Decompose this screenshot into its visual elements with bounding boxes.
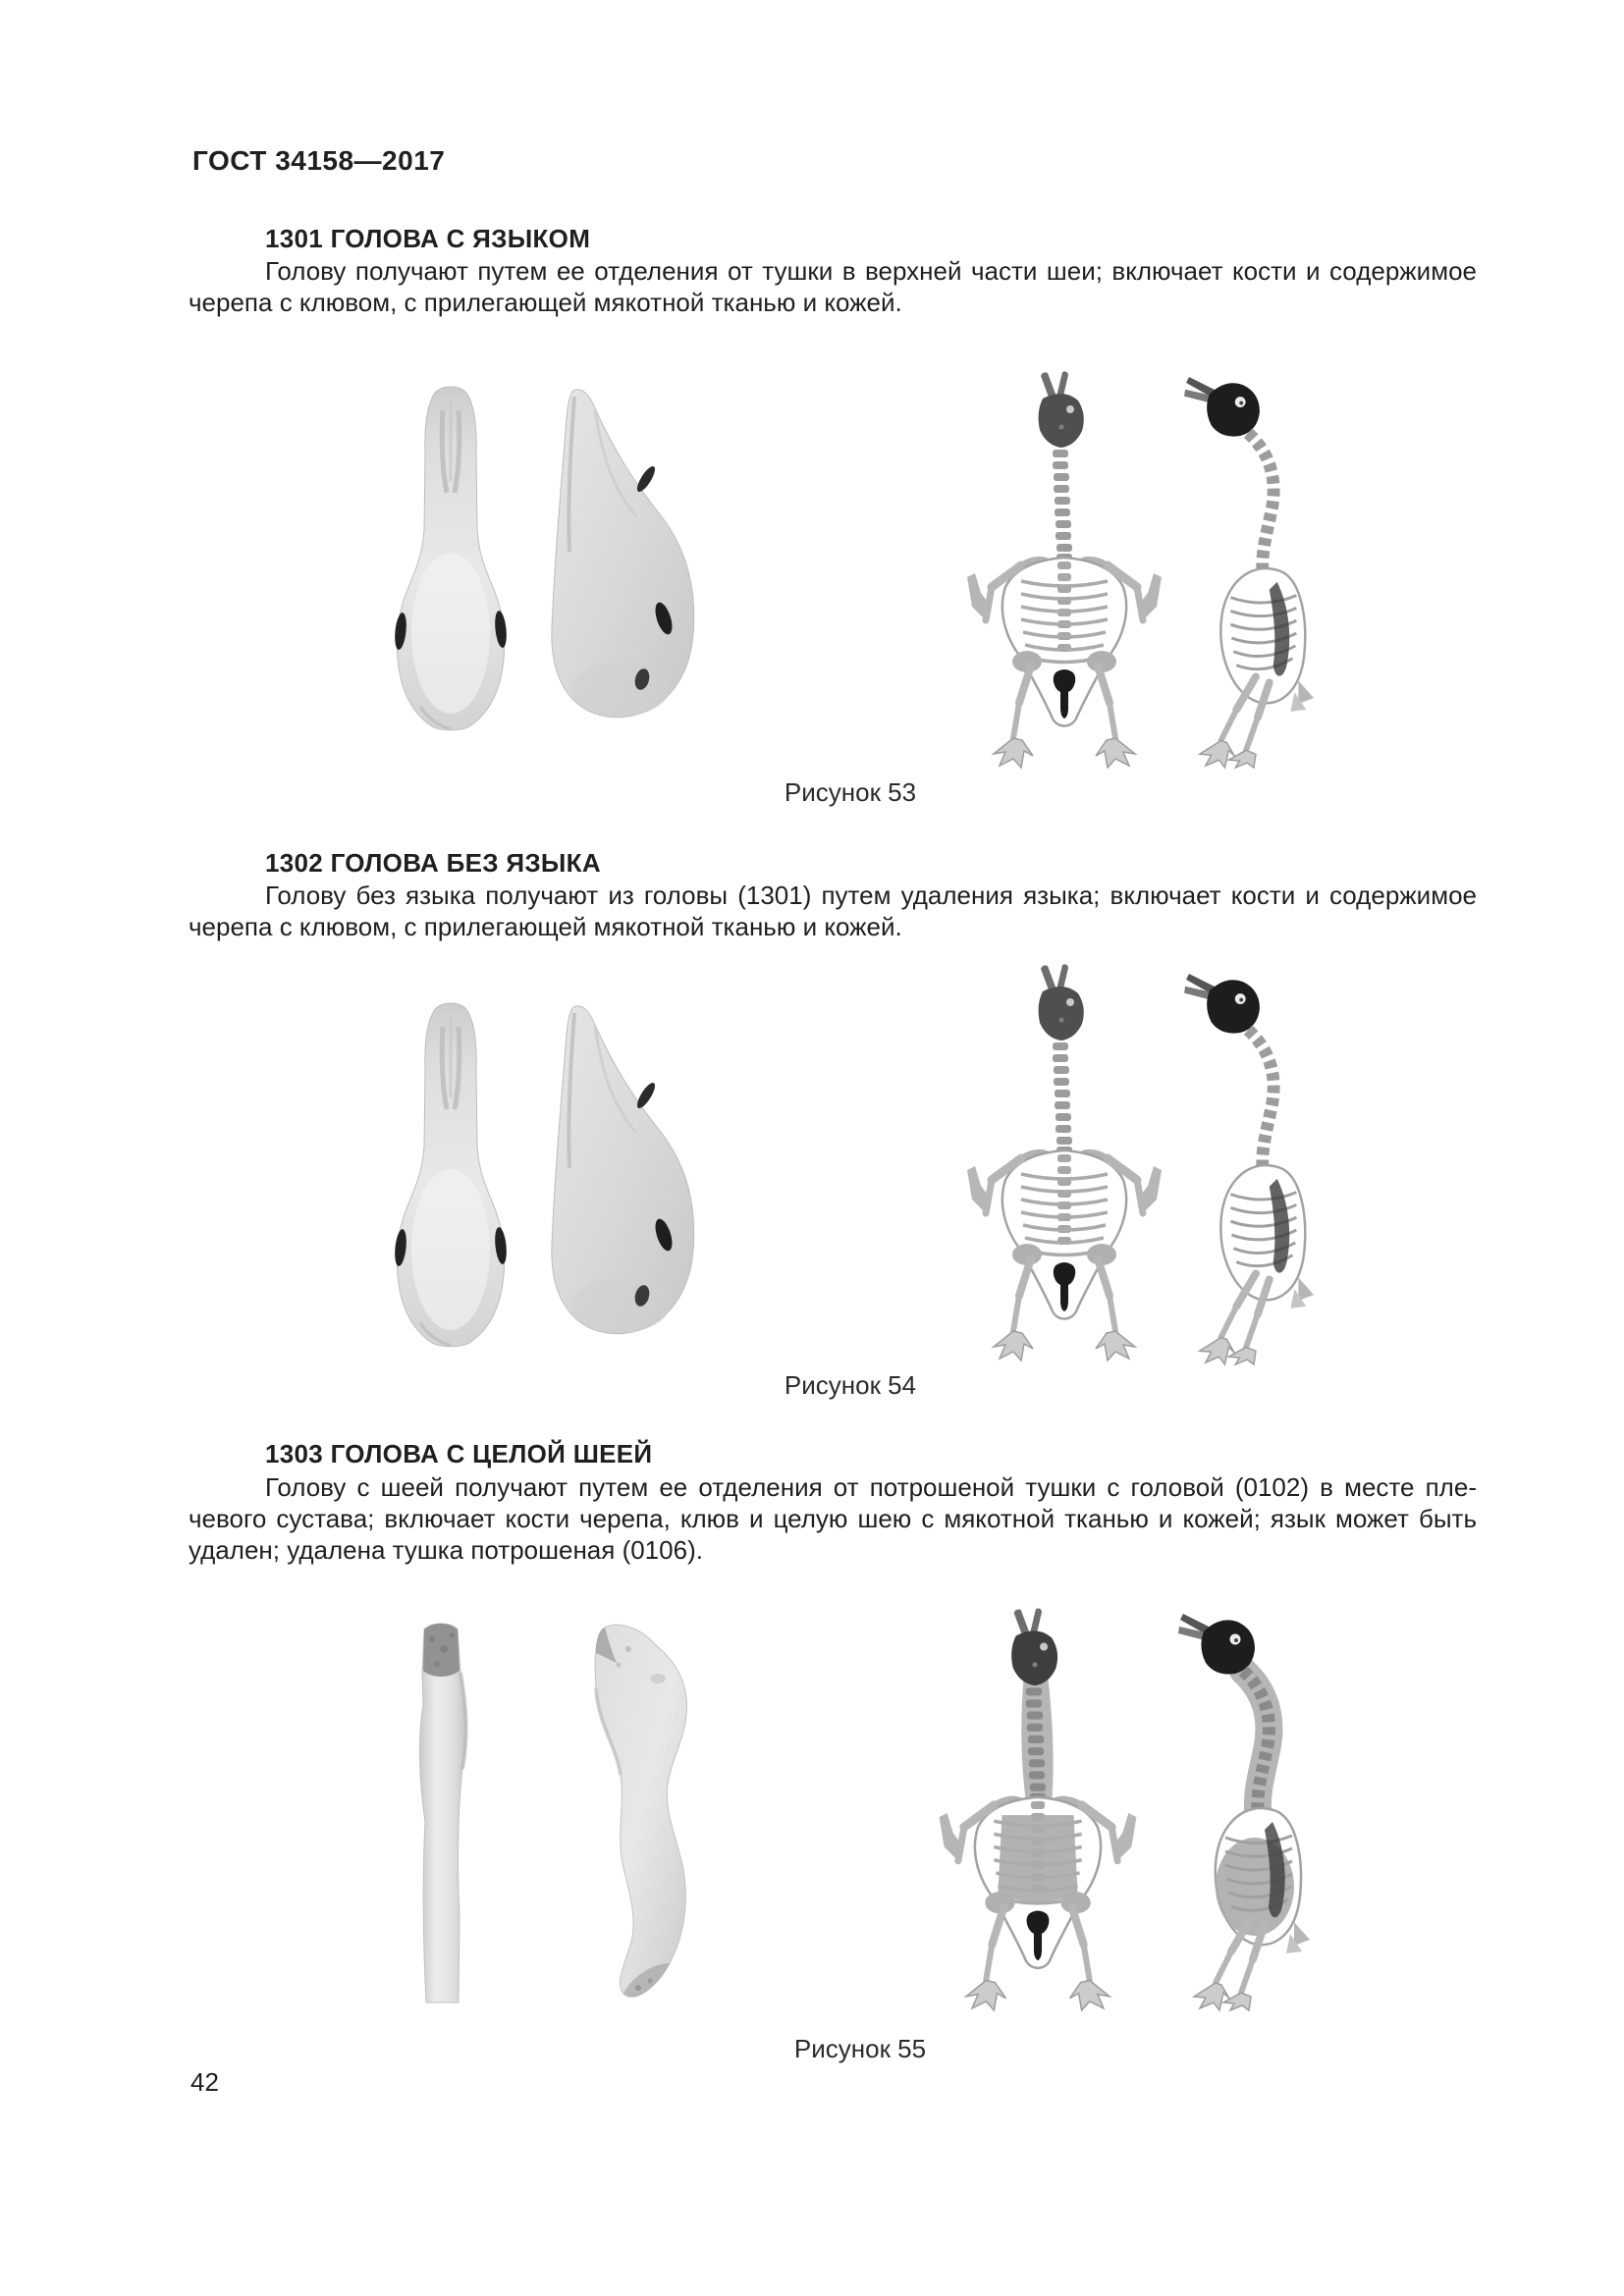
head-top-view-photo	[391, 999, 511, 1351]
skeleton-side-view-diagram	[1174, 1610, 1326, 2012]
page-number: 42	[190, 2067, 219, 2097]
neck-side-view-photo	[589, 1620, 701, 2005]
head-side-view-photo	[542, 385, 705, 730]
document-header: ГОСТ 34158—2017	[192, 145, 446, 176]
figure-55-caption: Рисунок 55	[793, 2034, 927, 2063]
section-1302-text: Голову без языка получают из головы (1301) путем удаления языка; включает кости и содержимое черепа с клювом, с прилегающей мякотной тканью и кожей.	[189, 881, 1477, 941]
skeleton-side-view-diagram	[1180, 373, 1329, 770]
skeleton-front-view-diagram	[935, 1606, 1141, 2014]
figure-54	[0, 962, 1624, 1402]
section-1303-heading: 1303 ГОЛОВА С ЦЕЛОЙ ШЕЕЙ	[265, 1439, 653, 1468]
figure-54-caption: Рисунок 54	[784, 1370, 917, 1400]
figure-53-caption: Рисунок 53	[784, 777, 917, 807]
section-1301-text: Голову получают путем ее отделения от тушки в верхней части шеи; включает кости и содержимое черепа с клювом, с прилегающей мякотной тканью и кожей.	[189, 256, 1477, 317]
skeleton-side-view-diagram	[1180, 970, 1329, 1366]
skeleton-front-view-diagram	[964, 962, 1164, 1364]
figure-53	[0, 369, 1624, 805]
section-1303-text: Голову с шеей получают путем ее отделения от потрошеной тушки с головой (0102) в месте плечевого сустава; включает кости черепа, клюв и целую шею с мякотной тканью и кожей; язык может быть удален; удалена тушка потрошеная (0106).	[189, 1472, 1477, 1565]
section-1301-heading: 1301 ГОЛОВА С ЯЗЫКОМ	[265, 224, 591, 253]
head-side-view-photo	[542, 1001, 705, 1347]
figure-55	[0, 1606, 1624, 2063]
skeleton-front-view-diagram	[964, 369, 1164, 772]
head-top-view-photo	[391, 383, 511, 734]
section-1302-heading: 1302 ГОЛОВА БЕЗ ЯЗЫКА	[265, 848, 601, 878]
neck-front-view-photo	[412, 1620, 469, 2005]
